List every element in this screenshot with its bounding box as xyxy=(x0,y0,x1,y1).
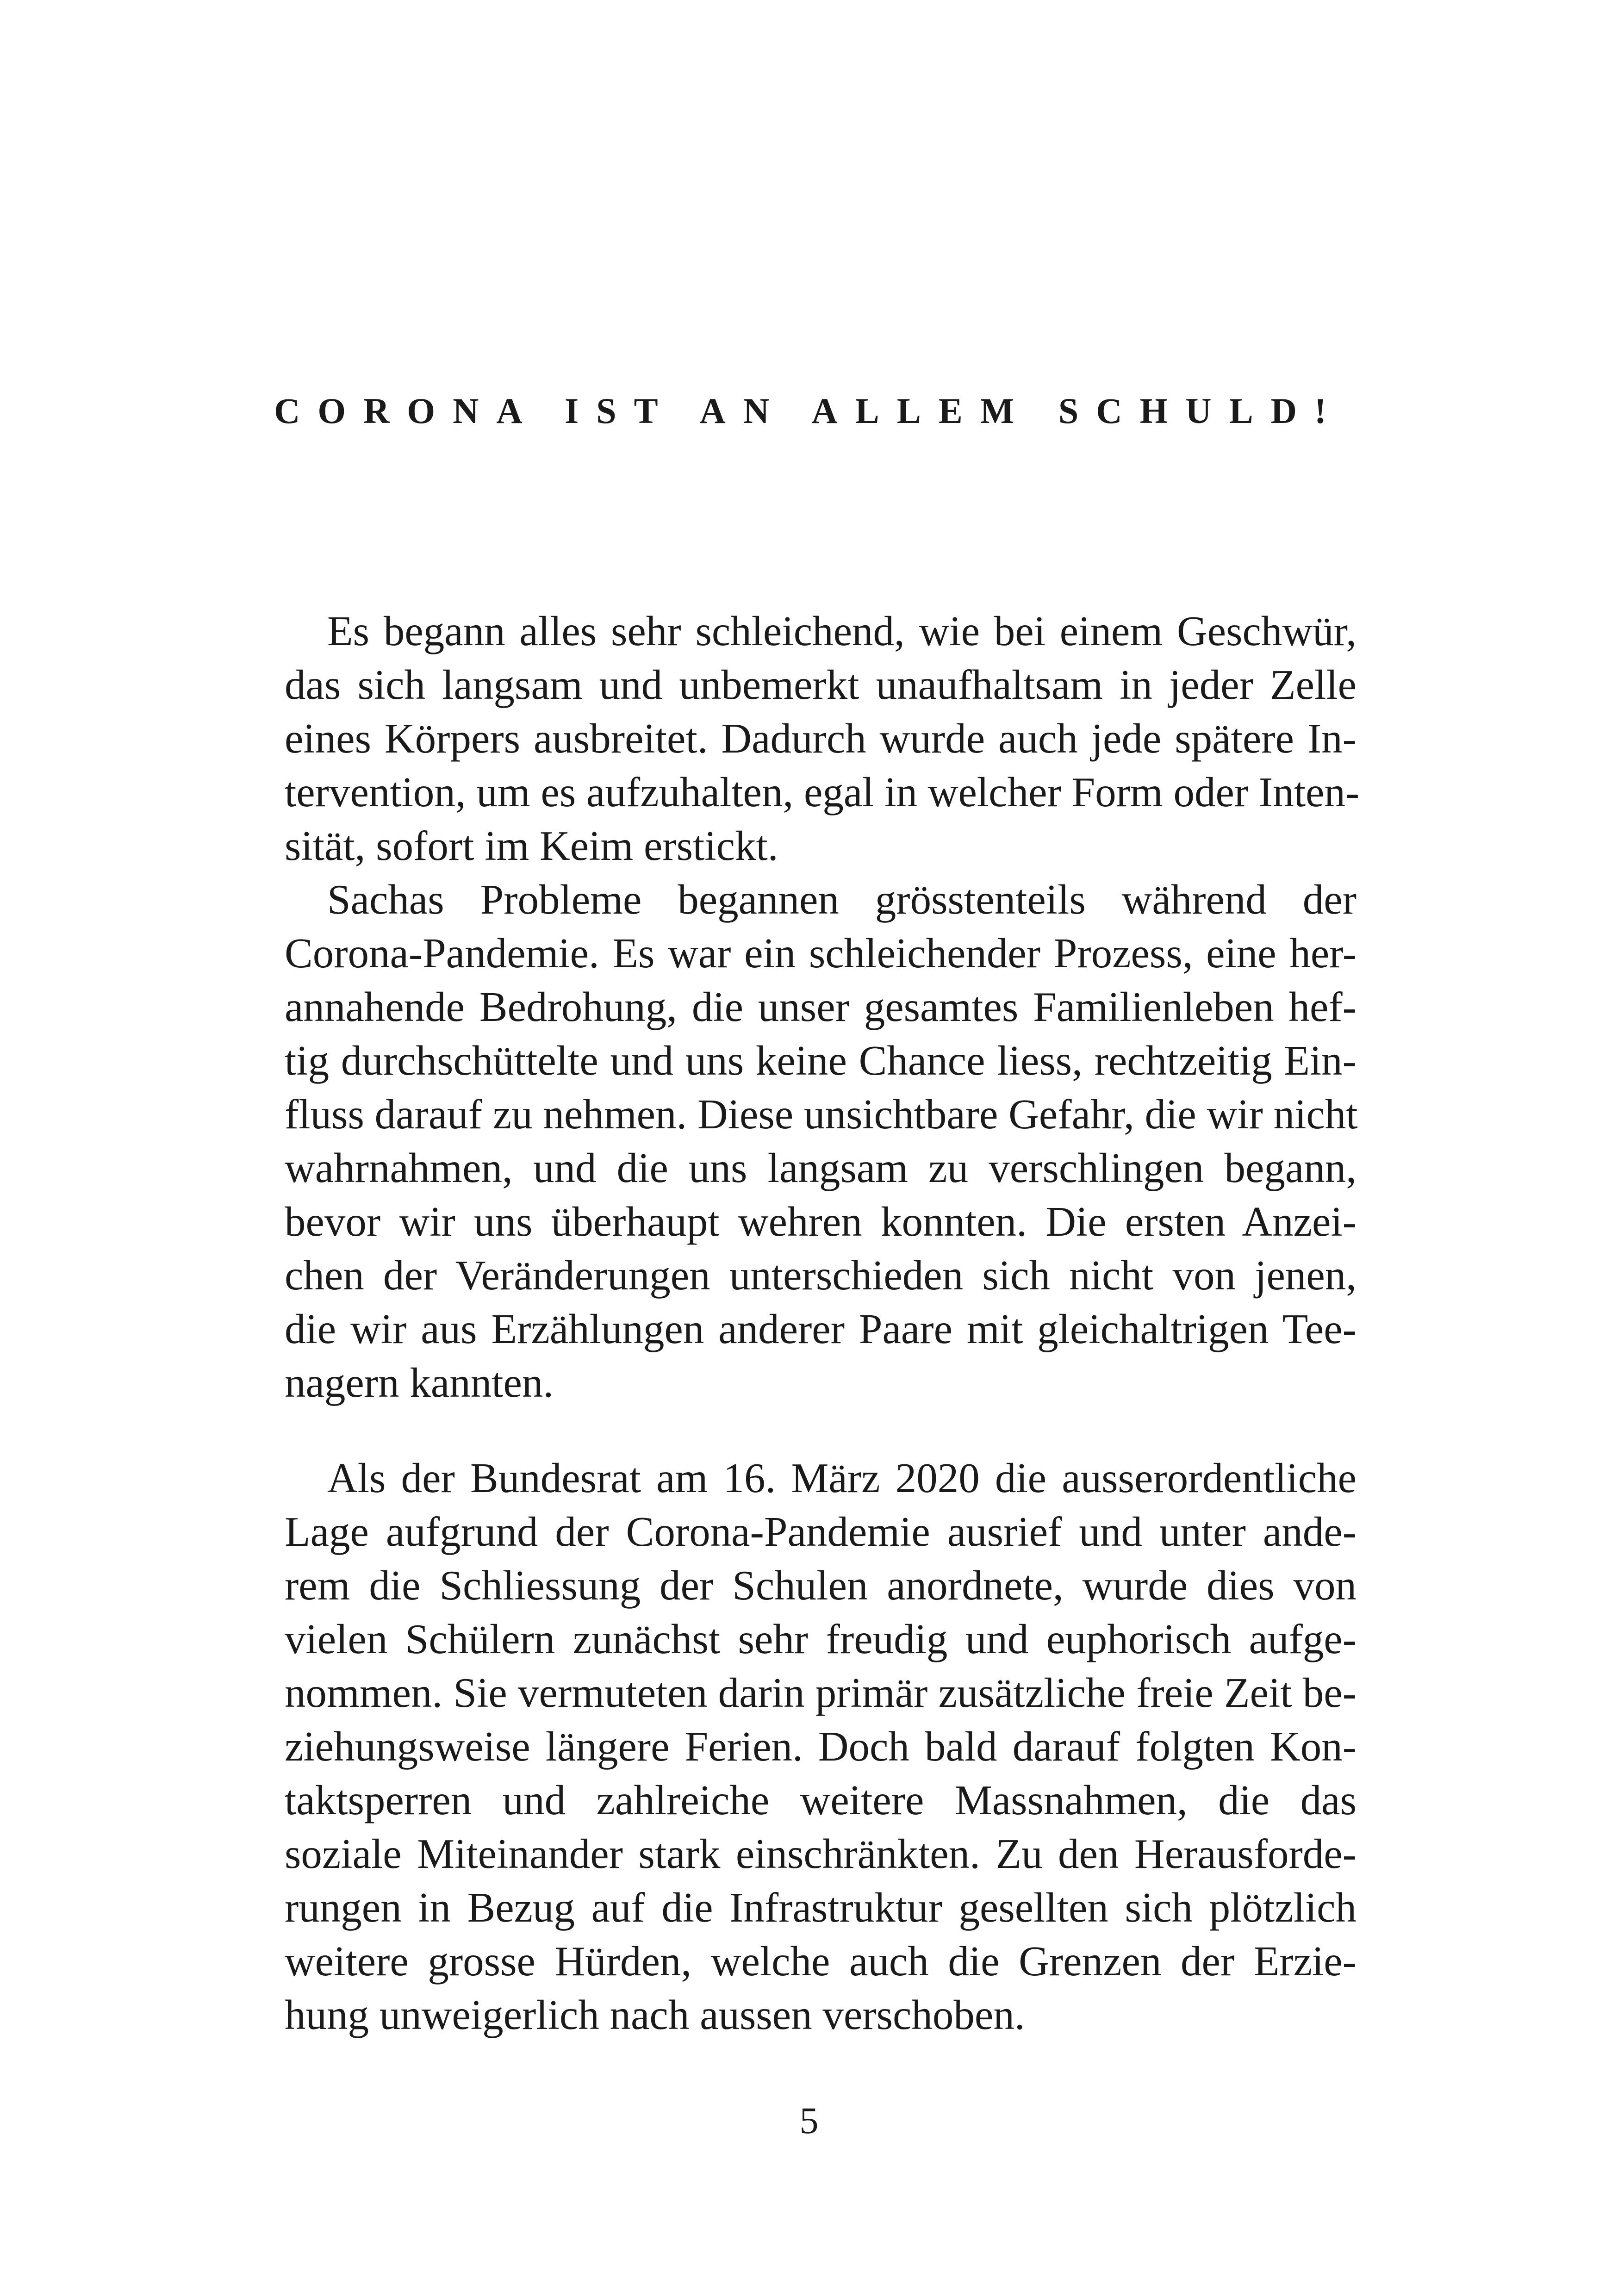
text-line: rungen in Bezug auf die Infrastruktur gesellten sich plötzlich xyxy=(285,1884,1357,1931)
text-line: tig durchschüttelte und uns keine Chance liess, rechtzeitig Ein- xyxy=(285,1037,1357,1084)
text-line: tervention, um es aufzuhalten, egal in welcher Form oder Inten- xyxy=(285,769,1360,815)
text-line: nagern kannten. xyxy=(285,1359,554,1406)
text-line: bevor wir uns überhaupt wehren konnten. Die ersten Anzei- xyxy=(285,1198,1357,1245)
text-line: ziehungsweise längere Ferien. Doch bald darauf folgten Kon- xyxy=(285,1723,1357,1770)
text-line: Lage aufgrund der Corona-Pandemie ausrief und unter ande- xyxy=(285,1508,1357,1555)
text-line: fluss darauf zu nehmen. Diese unsichtbare Gefahr, die wir nicht xyxy=(285,1091,1358,1138)
paragraph-block-1 xyxy=(285,604,1360,1410)
text-line: hung unweigerlich nach aussen verschoben. xyxy=(285,1991,1025,2038)
page-number: 5 xyxy=(799,2099,819,2141)
text-line: Corona-Pandemie. Es war ein schleichender Prozess, eine her- xyxy=(285,930,1357,977)
paragraph-block-2 xyxy=(285,1451,1357,2042)
text-line: nommen. Sie vermuteten darin primär zusätzliche freie Zeit be- xyxy=(285,1669,1357,1716)
text-line: eines Körpers ausbreitet. Dadurch wurde auch jede spätere In- xyxy=(285,715,1357,762)
text-line: Als der Bundesrat am 16. März 2020 die ausserordentliche xyxy=(327,1455,1357,1501)
text-line: Es begann alles sehr schleichend, wie bei einem Geschwür, xyxy=(327,608,1357,654)
text-line: rem die Schliessung der Schulen anordnete, wurde dies von xyxy=(285,1562,1357,1609)
text-line: annahende Bedrohung, die unser gesamtes Familienleben hef- xyxy=(285,983,1357,1030)
text-line: weitere grosse Hürden, welche auch die Grenzen der Erzie- xyxy=(285,1938,1357,1985)
text-line: vielen Schülern zunächst sehr freudig und euphorisch aufge- xyxy=(285,1616,1357,1662)
text-line: soziale Miteinander stark einschränkten. Zu den Herausforde- xyxy=(285,1830,1357,1877)
text-line: chen der Veränderungen unterschieden sich nicht von jenen, xyxy=(285,1252,1357,1299)
text-line: taktsperren und zahlreiche weitere Massnahmen, die das xyxy=(285,1777,1357,1823)
chapter-title: CORONA IST AN ALLEM SCHULD! xyxy=(274,391,1344,431)
text-line: wahrnahmen, und die uns langsam zu verschlingen begann, xyxy=(285,1145,1357,1191)
text-line: die wir aus Erzählungen anderer Paare mit gleichaltrigen Tee- xyxy=(285,1306,1357,1352)
text-line: sität, sofort im Keim erstickt. xyxy=(285,822,778,869)
text-line: das sich langsam und unbemerkt unaufhaltsam in jeder Zelle xyxy=(285,661,1357,708)
text-line: Sachas Probleme begannen grösstenteils während der xyxy=(327,876,1357,923)
